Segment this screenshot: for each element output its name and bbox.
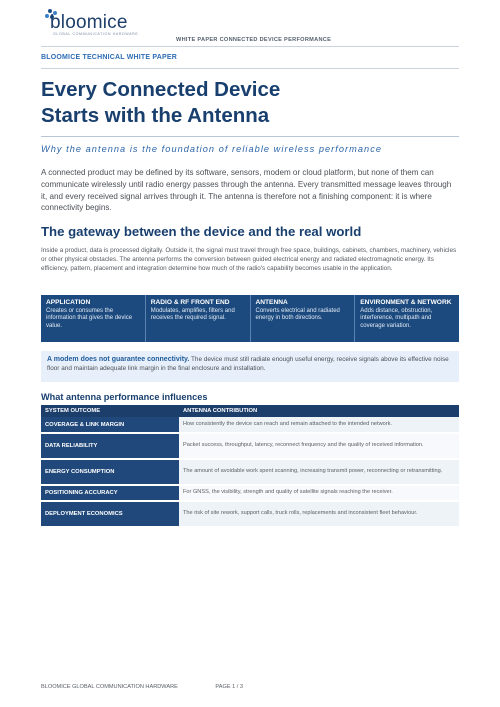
- column-header-outcome: SYSTEM OUTCOME: [41, 405, 179, 417]
- section-heading-influences: What antenna performance influences: [41, 392, 208, 402]
- table-row: [41, 417, 459, 433]
- footer-company: BLOOMICE GLOBAL COMMUNICATION HARDWARE: [41, 684, 178, 690]
- contribution-cell: For GNSS, the visibility, strength and quality of satellite signals reaching the receiver.: [179, 485, 459, 501]
- title-divider: [41, 136, 459, 137]
- chain-cell-radio: [146, 295, 251, 342]
- logo-tagline: GLOBAL COMMUNICATION HARDWARE: [53, 32, 139, 36]
- intro-paragraph: A connected product may be defined by its software, sensors, modem or cloud platform, but none of them can communicate wirelessly until radio energy passes through the antenna. Every transmitted message leaves through it, and every received signal arrives through it. The antenna is therefore not a finishing component: it is where connectivity begins.: [41, 168, 452, 213]
- callout-box: [41, 351, 459, 382]
- signal-chain-diagram: [41, 295, 459, 342]
- logo-text: bloomice: [50, 12, 128, 33]
- subtitle: Why the antenna is the foundation of reliable wireless performance: [41, 144, 382, 154]
- chain-cell-heading: ENVIRONMENT & NETWORK: [360, 299, 452, 306]
- contribution-cell: The amount of avoidable work spent scanning, increasing transmit power, reconnecting or retransmitting.: [179, 459, 459, 485]
- contribution-cell: How consistently the device can reach and remain attached to the intended network.: [179, 417, 459, 433]
- table-row: [41, 485, 459, 501]
- page-header: [0, 0, 500, 46]
- table-row: [41, 501, 459, 527]
- chain-cell-heading: ANTENNA: [255, 299, 288, 306]
- page-number: PAGE 1 / 3: [215, 684, 243, 690]
- column-header-contribution: ANTENNA CONTRIBUTION: [179, 405, 459, 417]
- header-divider: [41, 46, 459, 47]
- performance-table: [41, 405, 459, 528]
- page-title: [41, 77, 461, 129]
- contribution-cell: The risk of site rework, support calls, truck rolls, replacements and inconsistent fleet behaviour.: [179, 501, 459, 527]
- outcome-cell: ENERGY CONSUMPTION: [41, 459, 179, 485]
- callout-body: The device must still radiate enough useful energy, receive signals above its effective noise floor and maintain adequate link margin in the final enclosure and installation.: [47, 356, 449, 372]
- section-heading-gateway: The gateway between the device and the real world: [41, 224, 362, 239]
- outcome-cell: POSITIONING ACCURACY: [41, 485, 179, 501]
- document-label: WHITE PAPER CONNECTED DEVICE PERFORMANCE: [176, 37, 332, 43]
- title-line-2: Starts with the Antenna: [41, 104, 270, 127]
- contribution-cell: Packet success, throughput, latency, reconnect frequency and the quality of received information.: [179, 433, 459, 459]
- table-row: [41, 433, 459, 459]
- chain-cell-application: [41, 295, 146, 342]
- callout-lead: A modem does not guarantee connectivity.: [47, 356, 190, 363]
- title-line-1: Every Connected Device: [41, 78, 281, 101]
- section-body-gateway: Inside a product, data is processed digitally. Outside it, the signal must travel through free space, buildings, cabinets, chambers, machinery, vehicles or other physical obstacles. The antenna performs the conversion between guided electrical energy and radiated electromagnetic energy. Its efficiency, pattern, placement and integration determine how much of the radio's capability becomes usable in the application.: [41, 247, 457, 272]
- outcome-cell: COVERAGE & LINK MARGIN: [41, 417, 179, 433]
- chain-cell-antenna: [251, 295, 356, 342]
- chain-cell-heading: APPLICATION: [46, 299, 91, 306]
- chain-cell-text: Adds distance, obstruction, interference, multipath and coverage variation.: [360, 308, 433, 329]
- outcome-cell: DEPLOYMENT ECONOMICS: [41, 501, 179, 527]
- table-header-row: [41, 405, 459, 417]
- chain-cell-text: Converts electrical and radiated energy in both directions.: [255, 308, 340, 322]
- chain-cell-heading: RADIO & RF FRONT END: [150, 299, 230, 306]
- page-footer: [41, 684, 243, 690]
- table-row: [41, 459, 459, 485]
- outcome-cell: DATA RELIABILITY: [41, 433, 179, 459]
- eyebrow-label: BLOOMICE TECHNICAL WHITE PAPER: [41, 54, 178, 61]
- chain-cell-text: Modulates, amplifies, filters and receives the required signal.: [150, 308, 235, 322]
- chain-cell-environment: [355, 295, 459, 342]
- chain-cell-text: Creates or consumes the information that gives the device value.: [46, 308, 133, 329]
- eyebrow-divider: [41, 68, 459, 69]
